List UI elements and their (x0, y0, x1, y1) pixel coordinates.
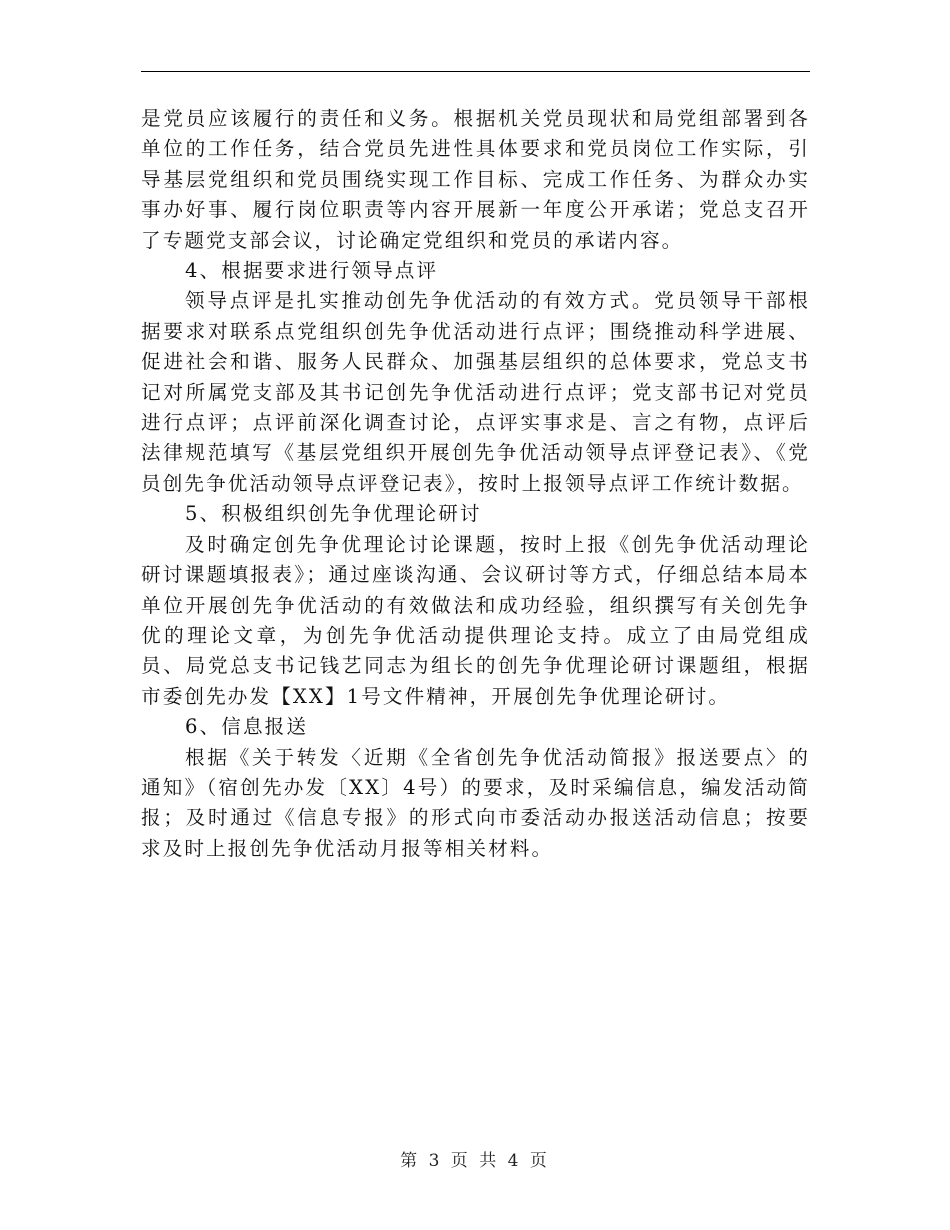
section-heading-6: 6、信息报送 (185, 715, 309, 739)
section-heading-4: 4、根据要求进行领导点评 (185, 259, 439, 283)
page-number-footer: 第 3 页 共 4 页 (400, 1151, 550, 1171)
header-rule (141, 71, 810, 72)
document-body (141, 104, 810, 864)
section-heading-5: 5、积极组织创先争优理论研讨 (185, 502, 482, 526)
paragraph-info-report: 根据《关于转发〈近期《全省创先争优活动简报》报送要点〉的通知》（宿创先办发〔XX〕4号）的要求，及时采编信息，编发活动简报；及时通过《信息专报》的形式向市委活动办报送活动信息；按要求及时上报创先争优活动月报等相关材料。 (141, 745, 810, 860)
paragraph-continuation: 是党员应该履行的责任和义务。根据机关党员现状和局党组部署到各单位的工作任务，结合党员先进性具体要求和党员岗位工作实际，引导基层党组织和党员围绕实现工作目标、完成工作任务、为群众办实事办好事、履行岗位职责等内容开展新一年度公开承诺；党总支召开了专题党支部会议，讨论确定党组织和党员的承诺内容。 (141, 107, 810, 252)
paragraph-theory-research: 及时确定创先争优理论讨论课题，按时上报《创先争优活动理论研讨课题填报表》；通过座谈沟通、会议研讨等方式，仔细总结本局本单位开展创先争优活动的有效做法和成功经验，组织撰写有关创先争优的理论文章，为创先争优活动提供理论支持。成立了由局党组成员、局党总支书记钱艺同志为组长的创先争优理论研讨课题组，根据市委创先办发【XX】1号文件精神，开展创先争优理论研讨。 (141, 532, 810, 708)
paragraph-leader-review: 领导点评是扎实推动创先争优活动的有效方式。党员领导干部根据要求对联系点党组织创先争优活动进行点评；围绕推动科学进展、促进社会和谐、服务人民群众、加强基层组织的总体要求，党总支书记对所属党支部及其书记创先争优活动进行点评；党支部书记对党员进行点评；点评前深化调查讨论，点评实事求是、言之有物，点评后法律规范填写《基层党组织开展创先争优活动领导点评登记表》、《党员创先争优活动领导点评登记表》，按时上报领导点评工作统计数据。 (141, 289, 810, 495)
